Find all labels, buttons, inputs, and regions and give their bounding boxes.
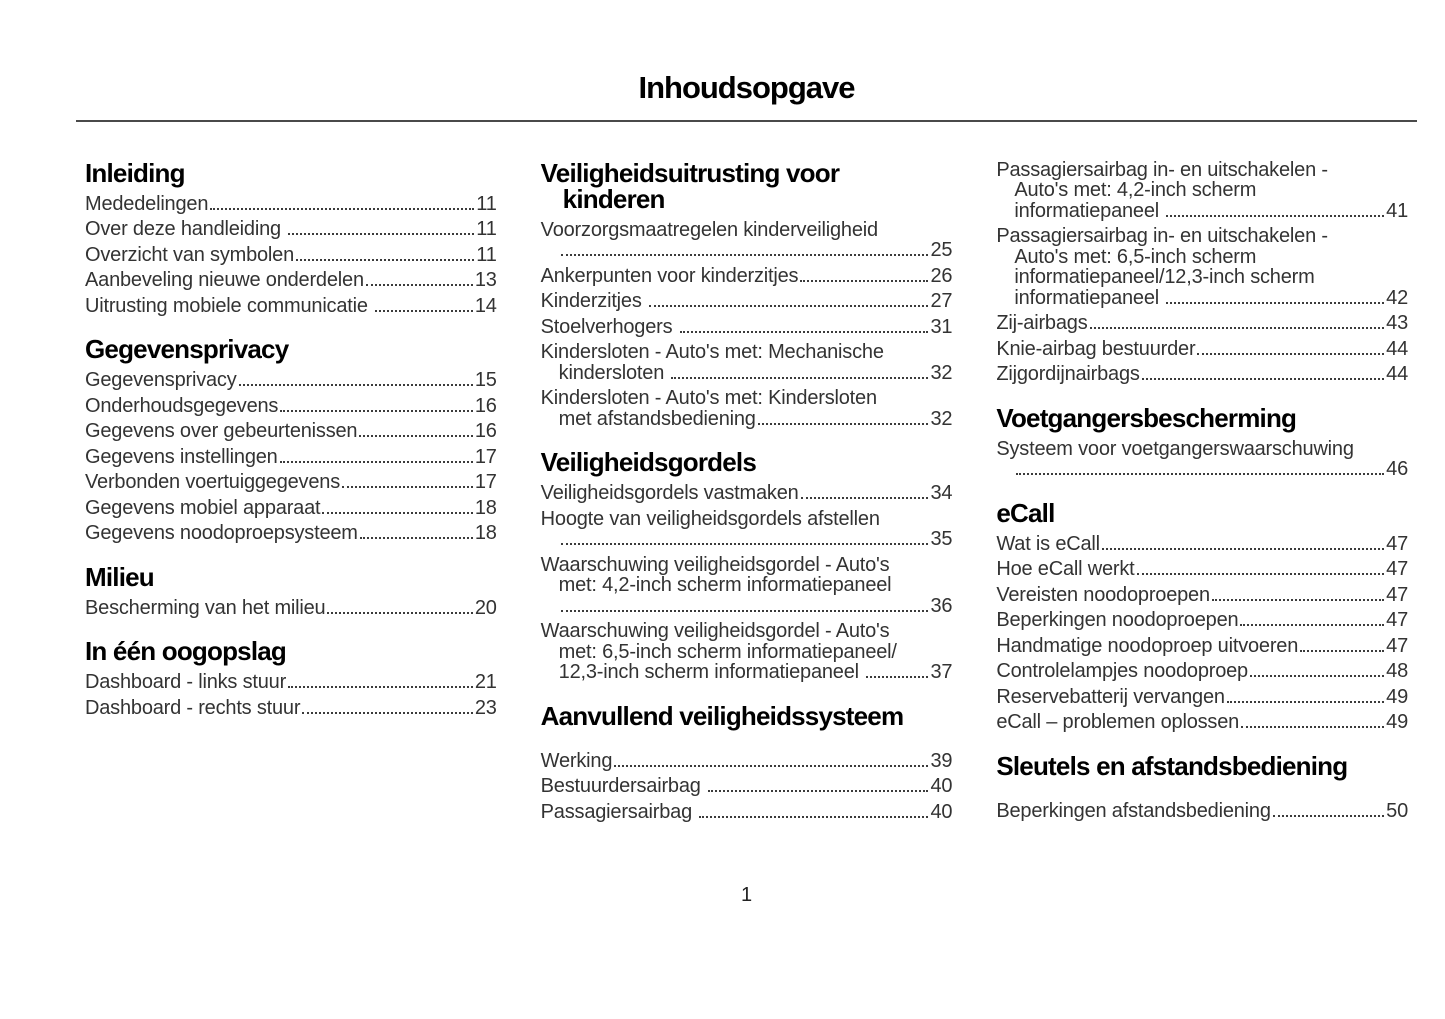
entry-page-number: 16 [474,394,497,417]
toc-entry-line [541,240,953,261]
toc-entry-line [996,687,1408,708]
entry-text: Bestuurdersairbag [540,775,707,798]
entry-page-number: 34 [930,482,953,505]
toc-entry [85,472,497,493]
toc-section [996,750,1409,822]
toc-entry-line [996,459,1408,480]
toc-entry-line [85,421,497,442]
entry-page-number: 47 [1386,532,1409,555]
toc-entry [85,698,497,719]
entry-text: Zij-airbags [996,312,1088,335]
entry-text: Wat is eCall [996,532,1100,555]
leader-dots [296,259,474,261]
toc-entry-line [996,201,1408,222]
entry-page-number: 40 [930,800,953,823]
section-heading-line: Voetgangersbescherming [996,402,1297,433]
toc-entry-line [85,270,497,291]
entry-page-number: 36 [930,594,953,617]
toc-entry [996,534,1408,555]
entry-page-number: 11 [476,218,497,241]
leader-dots [342,486,473,488]
toc-entry [996,585,1408,606]
entry-page-number: 50 [1386,799,1409,822]
leader-dots [561,543,929,545]
toc-entry [541,483,953,504]
entry-page-number: 23 [474,696,497,719]
toc-entry-line [996,610,1408,631]
toc-entry [85,498,497,519]
entry-text: Uitrusting mobiele communicatie [85,294,374,317]
leader-dots [614,765,928,767]
toc-entry-line [996,636,1408,657]
leader-dots [1197,353,1384,355]
leader-dots [561,254,929,256]
leader-dots [280,410,473,412]
leader-dots [366,284,473,286]
section-heading [85,157,497,188]
toc-entry [85,194,497,215]
toc-entry-line [541,776,953,797]
entry-page-number: 18 [474,496,497,519]
toc-entry-line: Auto's met: 6,5-inch scherm [1014,245,1257,268]
toc-entry-line [85,219,497,240]
leader-dots [327,612,472,614]
toc-entry-line: met: 4,2-inch scherm informatiepaneel [558,574,892,597]
toc-entry-line [996,364,1408,385]
leader-dots [1250,675,1384,677]
toc-entry [85,245,497,266]
toc-entry-line [996,712,1408,733]
toc-entry-line: Kindersloten - Auto's met: Kindersloten [540,387,877,410]
toc-entry-line: Systeem voor voetgangerswaarschuwing [996,437,1354,460]
entry-page-number: 26 [930,264,953,287]
leader-dots [866,676,928,678]
leader-dots [1166,215,1384,217]
toc-entry-line [996,534,1408,555]
toc-entry-line [85,698,497,719]
toc-entry [85,270,497,291]
toc-entry [996,160,1408,222]
entry-page-number: 47 [1386,634,1409,657]
entry-text: Dashboard - rechts stuur [85,696,301,719]
entry-page-number: 17 [474,445,497,468]
entry-text: Handmatige noodoproep uitvoeren [996,634,1299,657]
entry-text: Dashboard - links stuur [85,671,287,694]
toc-entry-line [541,363,953,384]
entry-page-number: 37 [930,661,953,684]
entry-text: kindersloten [558,361,670,384]
toc-entry-line: Auto's met: 4,2-inch scherm [1014,179,1257,202]
page-number: 1 [740,884,753,906]
toc-entry-line [996,288,1408,309]
section-heading-line: Sleutels en afstandsbediening [996,750,1348,781]
section-heading-line: Milieu [85,561,154,592]
toc-entry [541,220,953,261]
entry-text: Hoe eCall werkt [996,558,1135,581]
entry-text: Knie-airbag bestuurder [996,337,1196,360]
toc-entry [996,610,1408,631]
entry-page-number: 16 [474,420,497,443]
entry-page-number: 21 [474,671,497,694]
toc-entry-line [996,661,1408,682]
leader-dots [302,712,473,714]
toc-entry [85,296,497,317]
toc-entry-line [85,472,497,493]
entry-text: Overzicht van symbolen [85,243,295,266]
toc-entry [541,621,953,683]
entry-page-number: 35 [930,528,953,551]
entry-page-number: 44 [1386,363,1409,386]
toc-entry [996,559,1408,580]
toc-entry [996,687,1408,708]
entry-page-number: 20 [474,596,497,619]
toc-entry [996,339,1408,360]
entry-text: Zijgordijnairbags [996,363,1140,386]
toc-entry [85,219,497,240]
entry-page-number: 17 [474,471,497,494]
leader-dots [708,790,928,792]
toc-entry-line [85,598,497,619]
entry-page-number: 41 [1386,199,1409,222]
entry-text: Beperkingen noodoproepen [996,609,1239,632]
entry-page-number: 18 [474,522,497,545]
leader-dots [1241,726,1384,728]
toc-entry-line [541,266,953,287]
toc-section [540,700,953,823]
leader-dots [1300,650,1384,652]
entry-page-number: 39 [930,749,953,772]
leader-dots [1273,815,1384,817]
leader-dots [758,423,929,425]
toc-entry-line [85,296,497,317]
entry-text: Gegevens over gebeurtenissen [85,420,358,443]
entry-text: Gegevens mobiel apparaat [85,496,321,519]
entry-text: Controlelampjes noodoproep [996,660,1248,683]
entry-page-number: 42 [1386,286,1409,309]
section-heading [540,157,953,214]
entry-text: Onderhoudsgegevens [85,394,279,417]
entry-text: Werking [540,749,613,772]
entry-page-number: 49 [1386,685,1409,708]
toc-entry [85,672,497,693]
leader-dots [1102,548,1384,550]
toc-entry [85,370,497,391]
toc-entry [541,509,953,550]
entry-page-number: 47 [1386,609,1409,632]
toc-section [540,157,953,430]
entry-page-number: 31 [930,315,953,338]
entry-page-number: 46 [1386,458,1409,481]
toc-entry-line: informatiepaneel/12,3-inch scherm [1014,266,1315,289]
entry-text: Reservebatterij vervangen [996,685,1225,708]
toc-entry-line [85,194,497,215]
toc-entry [996,364,1408,385]
toc-entry-line [996,559,1408,580]
leader-dots [699,816,928,818]
toc-entry [541,751,953,772]
toc-entry-line [541,291,953,312]
entry-text: Mededelingen [85,192,209,215]
toc-entry-line: Waarschuwing veiligheidsgordel - Auto's [540,553,890,576]
entry-page-number: 14 [474,294,497,317]
toc-entry-line [541,662,953,683]
leader-dots [280,461,473,463]
entry-text: Vereisten noodoproepen [996,583,1210,606]
toc-column-2 [540,157,953,828]
entry-page-number: 47 [1386,583,1409,606]
entry-text: Kinderzitjes [540,290,648,313]
leader-dots [322,512,472,514]
toc-section [996,402,1409,481]
entry-page-number: 15 [474,369,497,392]
leader-dots [649,305,928,307]
toc-entry-line [85,396,497,417]
toc-entry-line [541,802,953,823]
leader-dots [288,686,473,688]
leader-dots [1016,473,1384,475]
section-heading [996,497,1408,528]
toc-section [85,336,497,544]
toc-entry [541,776,953,797]
leader-dots [210,208,474,210]
leader-dots [288,233,474,235]
entry-text: Ankerpunten voor kinderzitjes [540,264,799,287]
section-heading-line: Inleiding [85,157,185,188]
toc-entry-line [996,339,1408,360]
toc-section [85,561,497,619]
section-heading-line: kinderen [562,183,665,214]
toc-entry [541,291,953,312]
toc-entry [85,421,497,442]
toc-section [85,638,497,718]
leader-dots [1212,599,1384,601]
toc-entry [996,661,1408,682]
entry-text: Bescherming van het milieu [85,596,326,619]
leader-dots [561,610,929,612]
toc-entry-line: Passagiersairbag in- en uitschakelen - [996,225,1328,248]
leader-dots [800,280,928,282]
section-heading [540,700,953,731]
entry-text: met afstandsbediening [558,407,756,430]
section-heading-line: In één oogopslag [85,636,286,667]
leader-dots [359,435,472,437]
toc-entry [541,317,953,338]
leader-dots [1227,701,1384,703]
entry-page-number: 47 [1386,558,1409,581]
entry-page-number: 27 [930,290,953,313]
toc-entry-line [541,596,953,617]
toc-entry-line [85,498,497,519]
entry-page-number: 49 [1386,711,1409,734]
toc-entry-line: Voorzorgsmaatregelen kinderveiligheid [540,218,878,241]
section-heading [540,447,953,478]
toc-section [996,497,1409,734]
toc-columns [85,157,1409,828]
toc-section [996,160,1408,385]
section-heading [996,750,1408,781]
section-heading-line: Veiligheidsgordels [540,447,757,478]
leader-dots [1137,573,1385,575]
entry-text: 12,3-inch scherm informatiepaneel [558,661,865,684]
toc-entry-line [541,529,953,550]
toc-entry [85,447,497,468]
toc-entry-line [541,409,953,430]
entry-text: Veiligheidsgordels vastmaken [540,482,799,505]
toc-entry [541,342,953,383]
toc-entry-line: Hoogte van veiligheidsgordels afstellen [540,507,880,530]
entry-text: Over deze handleiding [85,218,287,241]
toc-entry [996,439,1408,480]
toc-entry [541,388,953,429]
toc-entry [996,801,1408,822]
leader-dots [1240,624,1384,626]
toc-entry-line [996,585,1408,606]
toc-entry-line: Waarschuwing veiligheidsgordel - Auto's [540,620,890,643]
toc-entry [85,598,497,619]
leader-dots [1142,378,1384,380]
toc-column-3 [996,160,1408,828]
entry-page-number: 13 [474,269,497,292]
entry-text: informatiepaneel [1014,199,1165,222]
entry-page-number: 32 [930,407,953,430]
entry-text: Gegevensprivacy [85,369,237,392]
entry-page-number: 32 [930,361,953,384]
leader-dots [1166,302,1384,304]
toc-column-1 [85,157,497,828]
toc-entry-line [85,523,497,544]
toc-entry-line: Passagiersairbag in- en uitschakelen - [996,158,1328,181]
entry-page-number: 40 [930,775,953,798]
entry-text: Verbonden voertuiggegevens [85,471,341,494]
section-heading-line: eCall [996,497,1055,528]
entry-text: Stoelverhogers [540,315,678,338]
entry-text: Passagiersairbag [540,800,698,823]
entry-text: eCall – problemen oplossen [996,711,1240,734]
toc-entry-line [541,751,953,772]
toc-entry [85,396,497,417]
toc-entry [996,712,1408,733]
toc-entry [996,226,1408,308]
title-rule [76,120,1417,122]
toc-entry [996,636,1408,657]
toc-entry-line [85,370,497,391]
toc-entry-line: Kindersloten - Auto's met: Mechanische [540,341,884,364]
entry-text: Gegevens instellingen [85,445,278,468]
toc-entry [85,523,497,544]
toc-entry-line [541,317,953,338]
leader-dots [239,384,473,386]
entry-page-number: 11 [476,243,497,266]
leader-dots [680,331,929,333]
section-heading [85,636,497,667]
toc-entry [541,266,953,287]
entry-text: informatiepaneel [1014,286,1165,309]
section-heading [996,402,1408,433]
entry-page-number: 43 [1386,312,1409,335]
section-heading-line: Aanvullend veiligheidssysteem [540,700,904,731]
toc-section [85,157,497,317]
toc-entry-line [85,245,497,266]
section-heading-line: Gegevensprivacy [85,334,289,365]
toc-entry-line [85,447,497,468]
entry-text: Aanbeveling nieuwe onderdelen [85,269,364,292]
toc-entry-line [85,672,497,693]
leader-dots [671,377,928,379]
leader-dots [375,310,473,312]
section-heading [85,334,497,365]
leader-dots [360,537,473,539]
entry-page-number: 11 [476,192,497,215]
entry-text: Gegevens noodoproepsysteem [85,522,358,545]
section-heading [85,561,497,592]
entry-text: Beperkingen afstandsbediening [996,799,1271,822]
toc-section [541,449,953,683]
page-title: Inhoudsopgave [638,70,855,105]
entry-page-number: 48 [1386,660,1409,683]
toc-entry [996,313,1408,334]
toc-entry [541,555,953,617]
toc-entry-line [996,313,1408,334]
entry-page-number: 44 [1386,337,1409,360]
leader-dots [801,497,929,499]
toc-entry [541,802,953,823]
toc-entry-line: met: 6,5-inch scherm informatiepaneel/ [558,640,897,663]
toc-entry-line [541,483,953,504]
toc-entry-line [996,801,1408,822]
section-heading-line: Veiligheidsuitrusting voor [540,157,840,188]
leader-dots [1090,327,1385,329]
entry-page-number: 25 [930,239,953,262]
